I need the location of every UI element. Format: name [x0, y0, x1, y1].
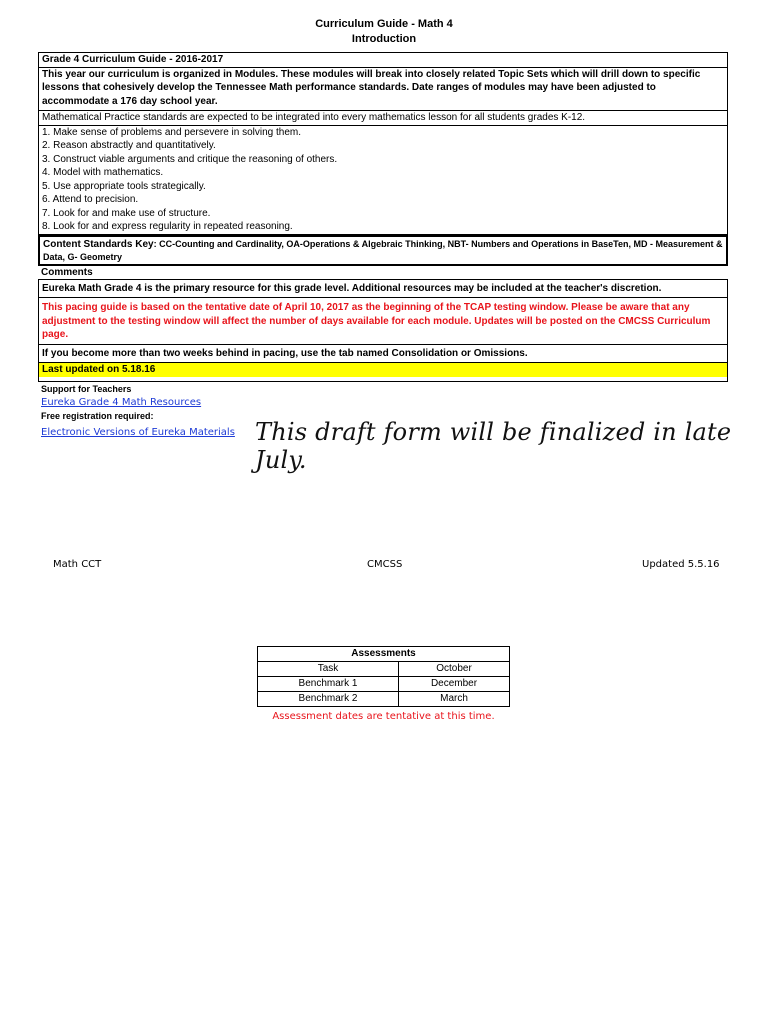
intro-block [38, 52, 728, 111]
content-key-text: : CC-Counting and Cardinality, OA-Operations & Algebraic Thinking, NBT- Numbers and Operations in BaseTen, MD - Measurement & Data, G- Geometry [43, 239, 723, 262]
notes-block [38, 279, 728, 382]
practice-item: 4. Model with mathematics. [42, 167, 164, 178]
comments-label: Comments [41, 267, 93, 278]
assessment-name: Benchmark 2 [258, 692, 399, 707]
last-updated: Last updated on 5.18.16 [39, 362, 727, 377]
page-subtitle: Introduction [351, 33, 417, 45]
practice-item: 7. Look for and make use of structure. [42, 207, 211, 219]
footer-center: CMCSS [367, 559, 403, 570]
page-title: Curriculum Guide - Math 4 [315, 18, 453, 30]
electronic-versions-link[interactable]: Electronic Versions of Eureka Materials [41, 427, 235, 438]
practice-item: 3. Construct viable arguments and critique the reasoning of others. [42, 153, 338, 165]
footer-left: Math CCT [53, 559, 102, 570]
table-row [258, 692, 510, 707]
practice-item: 1. Make sense of problems and persevere in solving them. [39, 125, 727, 140]
handwritten-note: This draft form will be finalized in late July. [255, 418, 732, 474]
pacing-note: This pacing guide is based on the tentative date of April 10, 2017 as the beginning of the TCAP testing window. Please be aware that any adjustment to the testing window will affect the number of days available for each module. Updates will be posted on the CMCSS Curriculum page. [39, 297, 727, 344]
practice-item: 8. Look for and express regularity in repeated reasoning. [42, 221, 293, 232]
assessment-date: October [399, 662, 510, 677]
assessment-date: December [399, 677, 510, 692]
table-row [258, 662, 510, 677]
practice-intro: Mathematical Practice standards are expected to be integrated into every mathematics lesson for all students grades K-12. [42, 112, 586, 123]
practice-item: 5. Use appropriate tools strategically. [42, 180, 206, 192]
content-key [40, 237, 726, 264]
content-key-block [38, 235, 728, 266]
content-key-label: Content Standards Key [43, 239, 154, 250]
behind-note: If you become more than two weeks behind in pacing, use the tab named Consolidation or Omissions. [39, 344, 727, 362]
practices-block [38, 111, 728, 235]
grade-line: Grade 4 Curriculum Guide - 2016-2017 [42, 54, 224, 65]
assessment-name: Task [258, 662, 399, 677]
assessment-date: March [399, 692, 510, 707]
assessment-name: Benchmark 1 [258, 677, 399, 692]
assessments-title: Assessments [258, 647, 510, 662]
table-row [258, 677, 510, 692]
intro-text: This year our curriculum is organized in Modules. These modules will break into closely related Topic Sets which will drill down to specific lessons that cohesively develop the Tennessee Math performance standards. Date ranges of modules may have been adjusted to accommodate a 176 day school year. [39, 67, 727, 109]
eureka-note: Eureka Math Grade 4 is the primary resource for this grade level. Additional resources may be included at the teacher's discretion. [42, 283, 662, 294]
eureka-resources-link[interactable]: Eureka Grade 4 Math Resources [41, 397, 202, 408]
practice-item: 6. Attend to precision. [42, 194, 139, 205]
footer-right: Updated 5.5.16 [642, 559, 720, 570]
registration-label: Free registration required: [41, 411, 154, 421]
assessments-table [257, 646, 510, 707]
assessment-note: Assessment dates are tentative at this time. [272, 711, 495, 722]
support-label: Support for Teachers [41, 384, 132, 394]
practice-item: 2. Reason abstractly and quantitatively. [42, 140, 216, 151]
